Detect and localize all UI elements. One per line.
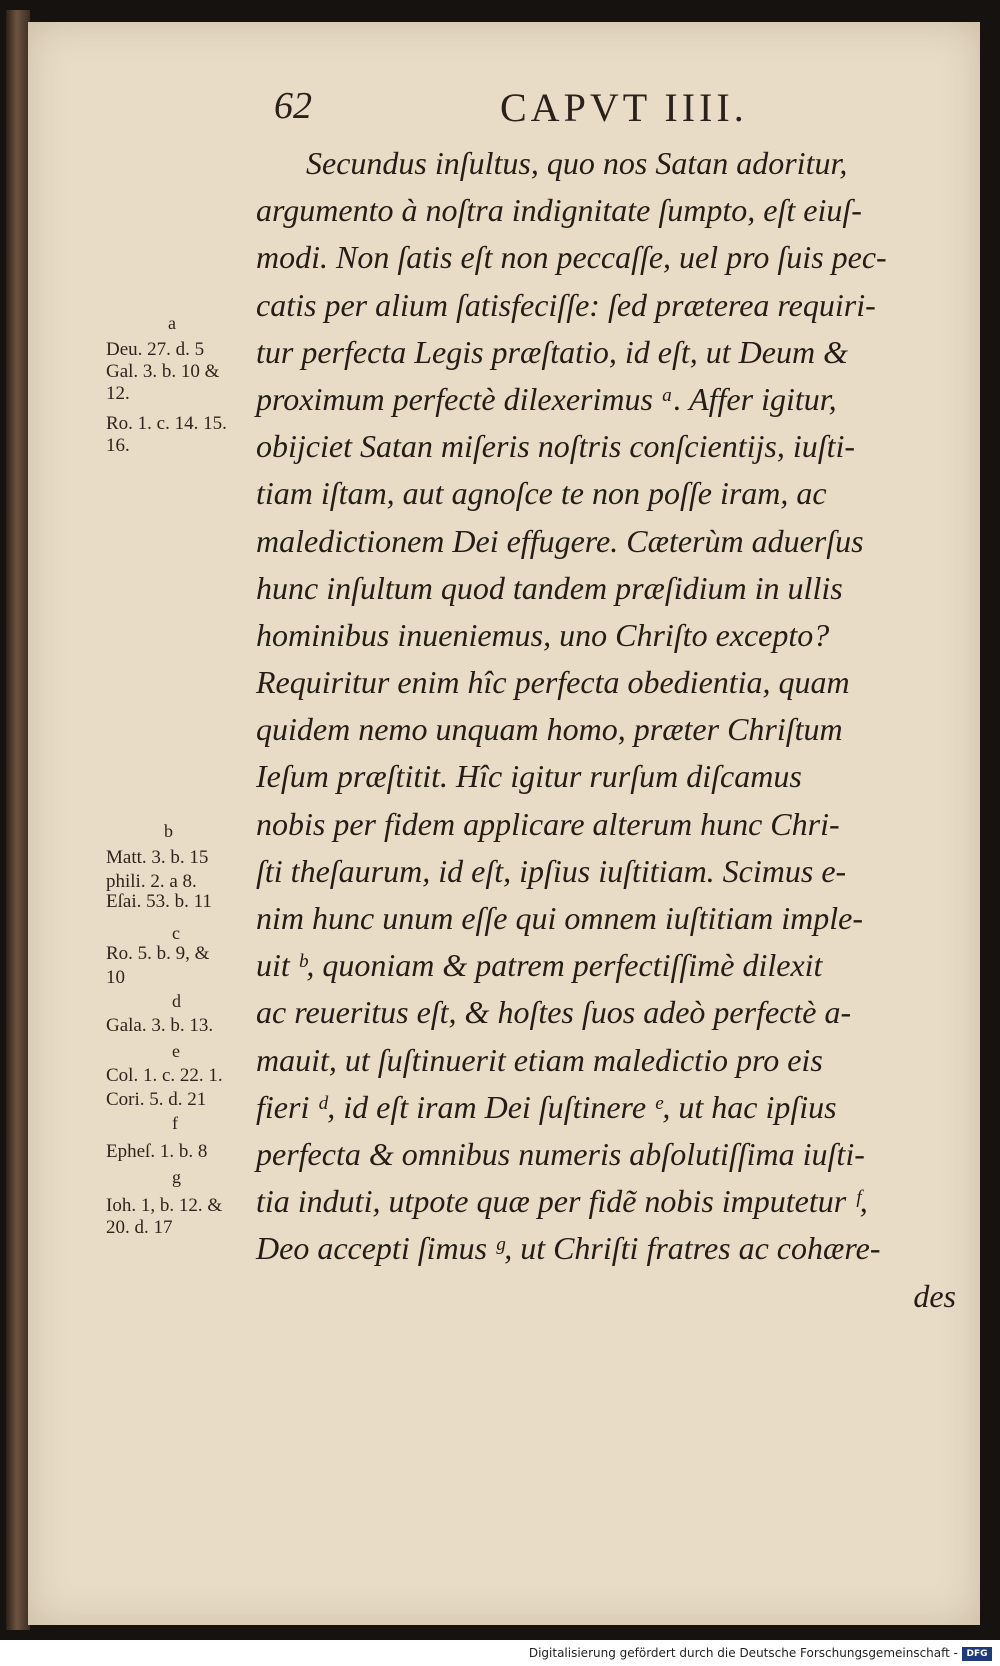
text-line: ſti theſaurum, id eſt, ipſius iuſtitiam. Scimus e-	[256, 852, 847, 889]
text-line: Requiritur enim hîc perfecta obedientia, quam	[256, 664, 850, 701]
margin-note: Ro. 5. b. 9, &	[106, 943, 210, 964]
margin-note: 12.	[106, 383, 130, 404]
text-line: argumento à noſtra indignitate ſumpto, eſt eiuſ-	[256, 192, 862, 229]
margin-note-letter: b	[164, 821, 173, 841]
margin-note-letter: f	[172, 1113, 178, 1133]
margin-note: Cori. 5. d. 21	[106, 1089, 207, 1110]
margin-note: Gala. 3. b. 13.	[106, 1015, 214, 1036]
text-line: Deo accepti ſimus ᵍ, ut Chriſti fratres ac cohære-	[256, 1230, 881, 1267]
margin-note: Matt. 3. b. 15	[106, 847, 209, 868]
margin-note: 20. d. 17	[106, 1217, 173, 1238]
margin-note-letter: d	[172, 991, 181, 1011]
dfg-logo: DFG	[962, 1647, 992, 1661]
margin-note: Ro. 1. c. 14. 15.	[106, 413, 227, 434]
margin-note: Epheſ. 1. b. 8	[106, 1141, 208, 1162]
text-line: modi. Non ſatis eſt non peccaſſe, uel pro ſuis pec-	[256, 239, 887, 276]
text-line: uit ᵇ, quoniam & patrem perfectiſſimè dilexit	[256, 947, 823, 984]
margin-note-letter: c	[172, 923, 180, 943]
text-line: maledictionem Dei effugere. Cæterùm aduerſus	[256, 522, 864, 559]
text-line: quidem nemo unquam homo, præter Chriſtum	[256, 711, 843, 748]
text-line: perfecta & omnibus numeris abſolutiſſima iuſti-	[256, 1135, 865, 1172]
text-line: hominibus inueniemus, uno Chriſto excepto?	[256, 616, 830, 653]
text-line: obijciet Satan miſeris noſtris conſcientijs, iuſti-	[256, 428, 856, 465]
text-line: catis per alium ſatisfeciſſe: ſed præterea requiri-	[256, 286, 876, 323]
text-line: nobis per fidem applicare alterum hunc Chri-	[256, 805, 840, 842]
book-page	[28, 22, 980, 1625]
footer-credit: Digitalisierung gefördert durch die Deutsche Forschungsgemeinschaft -	[528, 1646, 958, 1660]
margin-note: Eſai. 53. b. 11	[106, 891, 212, 912]
text-line: proximum perfectè dilexerimus ᵃ. Affer igitur,	[256, 380, 837, 417]
text-line: fieri ᵈ, id eſt iram Dei ſuſtinere ᵉ, ut hac ipſius	[256, 1088, 837, 1125]
margin-note: 16.	[106, 435, 130, 456]
book-edge	[6, 10, 30, 1630]
margin-note: Ioh. 1, b. 12. &	[106, 1195, 223, 1216]
text-line: tia induti, utpote quæ per fidẽ nobis imputetur ᶠ,	[256, 1183, 868, 1220]
margin-note: Deu. 27. d. 5	[106, 339, 205, 360]
text-line: tiam iſtam, aut agnoſce te non poſſe iram, ac	[256, 475, 827, 512]
page-number: 62	[274, 85, 312, 127]
text-line: ac reueritus eſt, & hoſtes ſuos adeò perfectè a-	[256, 994, 852, 1031]
text-line: hunc inſultum quod tandem præſidium in ullis	[256, 569, 843, 606]
catchword: des	[913, 1277, 956, 1314]
margin-notes	[106, 22, 266, 1322]
text-line: tur perfecta Legis præſtatio, id eſt, ut Deum &	[256, 333, 848, 370]
text-line: nim hunc unum eſſe qui omnem iuſtitiam imple-	[256, 900, 864, 936]
footer-bar	[0, 1640, 1000, 1666]
text-line: Secundus inſultus, quo nos Satan adoritur,	[306, 145, 848, 181]
margin-note: phili. 2. a 8.	[106, 871, 197, 892]
margin-note: 10	[106, 967, 125, 988]
margin-note-letter: g	[172, 1167, 181, 1187]
margin-note: Col. 1. c. 22. 1.	[106, 1065, 223, 1086]
margin-note-letter: a	[168, 313, 176, 333]
margin-note-letter: e	[172, 1041, 180, 1061]
text-line: Ieſum præſtitit. Hîc igitur rurſum diſcamus	[256, 758, 802, 795]
margin-note: Gal. 3. b. 10 &	[106, 361, 220, 382]
main-text	[256, 140, 956, 1320]
running-head: CAPVT IIII.	[500, 85, 748, 130]
text-line: mauit, ut ſuſtinuerit etiam maledictio pro eis	[256, 1041, 823, 1078]
